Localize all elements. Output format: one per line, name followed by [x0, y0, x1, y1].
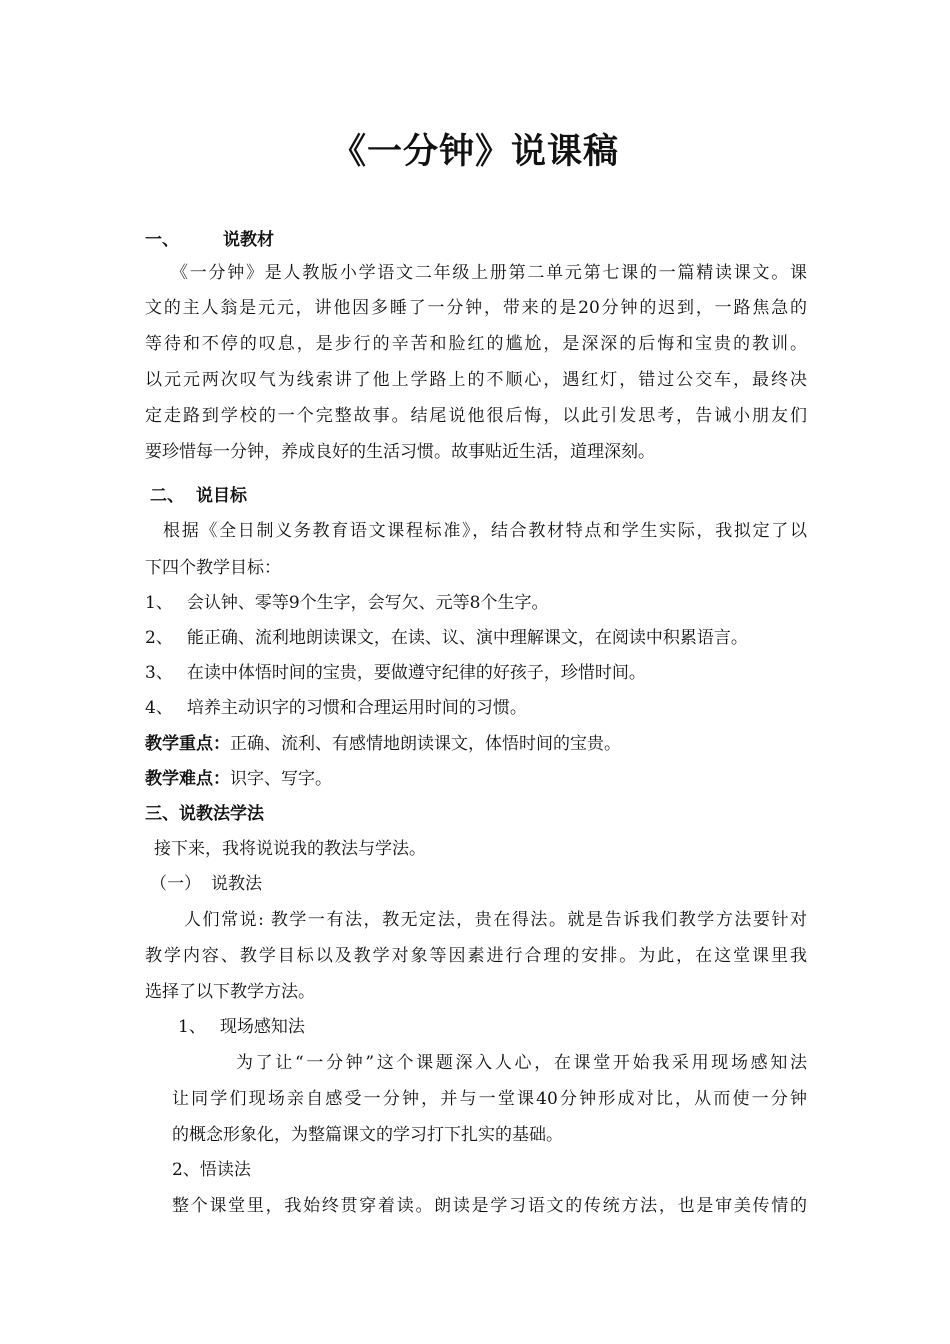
- paragraph-5-line: 的概念形象化，为整篇课文的学习打下扎实的基础。: [172, 1125, 563, 1145]
- section-2-heading: [150, 486, 247, 506]
- paragraph-1-line: 以元元两次叹气为线索讲了他上学路上的不顺心，遇红灯，错过公交车，最终决: [145, 370, 807, 390]
- subsection-1-heading: [150, 874, 262, 894]
- goal-text: 会认钟、零等9个生字，会写欠、元等8个生字。: [186, 593, 549, 613]
- goal-item: [145, 593, 548, 613]
- document-title: 《一分钟》说课稿: [330, 132, 619, 172]
- goal-number: 2、: [145, 628, 173, 648]
- difficult-point: [145, 769, 332, 789]
- goal-item: [145, 628, 748, 648]
- paragraph-4-line: 选择了以下教学方法。: [145, 982, 315, 1002]
- goal-text: 能正确、流利地朗读课文，在读、议、演中理解课文，在阅读中积累语言。: [186, 628, 748, 648]
- paragraph-1-line: 定走路到学校的一个完整故事。结尾说他很后悔，以此引发思考，告诫小朋友们: [145, 406, 807, 426]
- section-3-heading: 三、说教法学法: [145, 804, 264, 824]
- paragraph-5-line: 让同学们现场亲自感受一分钟，并与一堂课40分钟形成对比，从而使一分钟: [172, 1089, 807, 1109]
- paragraph-6-line: 整个课堂里，我始终贯穿着读。朗读是学习语文的传统方法，也是审美传情的: [172, 1196, 807, 1216]
- key-point-text: 正确、流利、有感情地朗读课文，体悟时间的宝贵。: [230, 734, 621, 754]
- paragraph-1-line: 要珍惜每一分钟，养成良好的生活习惯。故事贴近生活，道理深刻。: [145, 442, 655, 462]
- subsection-1-title: 说教法: [211, 874, 262, 894]
- method-2-heading: 2、悟读法: [172, 1160, 251, 1180]
- paragraph-4-line: 人们常说: 教学一有法，教无定法，贵在得法。就是告诉我们教学方法要针对: [184, 910, 807, 930]
- paragraph-4-line: 教学内容、教学目标以及教学对象等因素进行合理的安排。为此，在这堂课里我: [145, 946, 807, 966]
- difficult-point-label: 教学难点：: [145, 769, 230, 789]
- subsection-1-number: （一）: [150, 874, 201, 894]
- paragraph-2-line: 根据《全日制义务教育语文课程标准》，结合教材特点和学生实际，我拟定了以: [163, 521, 807, 541]
- method-1-number: 1、: [178, 1017, 206, 1037]
- method-1-title: 现场感知法: [219, 1017, 305, 1037]
- goal-number: 1、: [145, 593, 173, 613]
- difficult-point-text: 识字、写字。: [230, 769, 332, 789]
- paragraph-3: 接下来，我将说说我的教法与学法。: [154, 839, 426, 859]
- key-point: [145, 734, 621, 754]
- paragraph-5-line: 为了让“一分钟”这个课题深入人心，在课堂开始我采用现场感知法: [236, 1053, 807, 1073]
- goal-text: 培养主动识字的习惯和合理运用时间的习惯。: [186, 698, 527, 718]
- paragraph-2-line: 下四个教学目标：: [145, 558, 281, 578]
- section-2-number: 二、: [150, 486, 184, 506]
- paragraph-1-line: 等待和不停的叹息，是步行的辛苦和脸红的尴尬，是深深的后悔和宝贵的教训。: [145, 334, 807, 354]
- section-1-title: 说教材: [223, 230, 274, 250]
- method-1-heading: [178, 1017, 305, 1037]
- goal-number: 4、: [145, 698, 173, 718]
- section-2-title: 说目标: [196, 486, 247, 506]
- goal-item: [145, 698, 527, 718]
- goal-text: 在读中体悟时间的宝贵，要做遵守纪律的好孩子，珍惜时间。: [186, 663, 646, 683]
- section-1-heading: [145, 230, 274, 250]
- paragraph-1-line: 文的主人翁是元元，讲他因多睡了一分钟，带来的是20分钟的迟到，一路焦急的: [145, 298, 807, 318]
- goal-item: [145, 663, 646, 683]
- key-point-label: 教学重点：: [145, 734, 230, 754]
- goal-number: 3、: [145, 663, 173, 683]
- section-1-number: 一、: [145, 230, 179, 250]
- paragraph-1-line: 《一分钟》是人教版小学语文二年级上册第二单元第七课的一篇精读课文。课: [171, 263, 807, 283]
